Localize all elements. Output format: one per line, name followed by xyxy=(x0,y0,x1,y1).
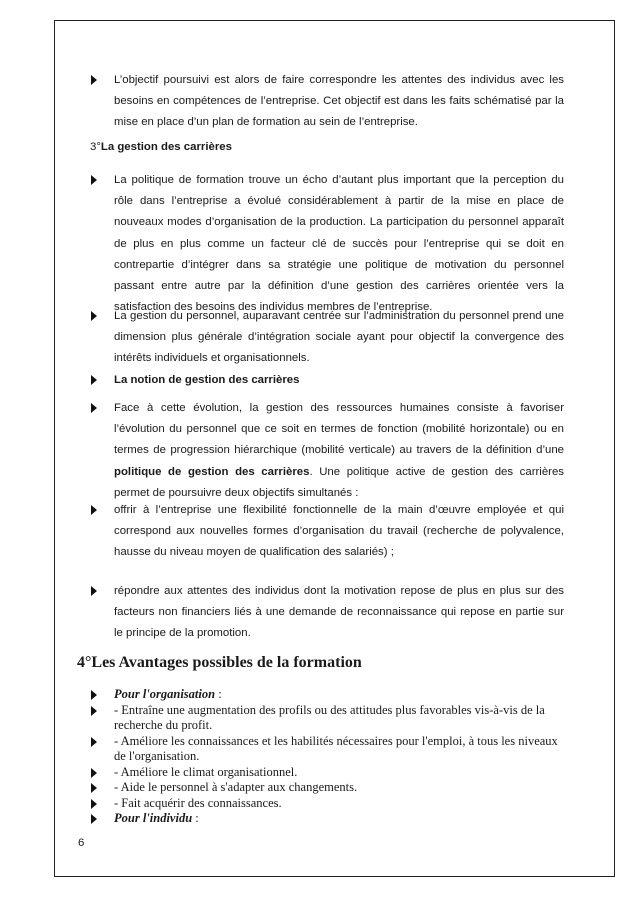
triangle-bullet-icon xyxy=(91,799,97,809)
paragraph-text-part: . Une politique active de gestion des carrières permet de poursuivre deux objectifs simultanés : xyxy=(114,465,564,499)
list-item-emphasis: Pour l'individu xyxy=(114,811,193,825)
section-heading: 4°Les Avantages possibles de la formation xyxy=(77,654,362,671)
triangle-bullet-icon xyxy=(91,783,97,793)
list-item-rest: - Améliore le climat organisationnel. xyxy=(114,765,298,779)
triangle-bullet-icon xyxy=(91,311,97,321)
list-item-rest: - Fait acquérir des connaissances. xyxy=(114,796,282,810)
paragraph-text xyxy=(114,398,564,504)
paragraph-text: L’objectif poursuivi est alors de faire correspondre les attentes des individus avec les besoins en compétences de l’entreprise. Cet objectif est dans les faits schématisé par la mise en place d’un plan de formation au sein de l’entreprise. xyxy=(114,74,564,129)
triangle-bullet-icon xyxy=(91,586,97,596)
page-number: 6 xyxy=(78,837,85,849)
paragraph-text-part: Face à cette évolution, la gestion des ressources humaines consiste à favoriser l’évolution du personnel que ce soit en termes de fonction (mobilité horizontale) ou en termes de progression hiérarchique (mobilité verticale) au travers de la définition d’une xyxy=(114,402,564,457)
section-title: La gestion des carrières xyxy=(100,141,232,153)
triangle-bullet-icon xyxy=(91,175,97,185)
paragraph-text: La politique de formation trouve un écho d’autant plus important que la perception du rôle dans l’entreprise a évolué considérablement à partir de la mise en place de nouveaux modes d’organisation de la production. La participation du personnel apparaît de plus en plus comme un facteur clé de succès pour l’entreprise qui se doit en contrepartie d’intégrer dans sa stratégie une politique de motivation du personnel passant entre autre par la définition d’une gestion des carrières orientée vers la satisfaction des besoins des individus membres de l’entreprise. xyxy=(114,174,564,314)
list-item-text xyxy=(114,796,564,811)
list-item-text xyxy=(114,811,564,826)
list-item-emphasis: Pour l'organisation xyxy=(114,687,216,701)
triangle-bullet-icon xyxy=(91,403,97,413)
triangle-bullet-icon xyxy=(91,375,97,385)
triangle-bullet-icon xyxy=(91,505,97,515)
list-item-rest: : xyxy=(215,687,222,701)
list-item-rest: - Aide le personnel à s'adapter aux changements. xyxy=(114,780,358,794)
triangle-bullet-icon xyxy=(91,690,97,700)
list-item-rest: - Améliore les connaissances et les habilités nécessaires pour l'emploi, à tous les niveaux de l'organisation. xyxy=(114,734,558,763)
paragraph-text: La gestion du personnel, auparavant centrée sur l’administration du personnel prend une dimension plus générale d’intégration sociale ayant pour objectif la convergence des intérêts individuels et organisationnels. xyxy=(114,310,564,365)
paragraph-text: offrir à l’entreprise une flexibilité fonctionnelle de la main d’œuvre employée et qui correspond aux nouvelles formes d’organisation du travail (recherche de polyvalence, hausse du niveau moyen de qualification des salariés) ; xyxy=(114,504,564,559)
list-item-text xyxy=(114,687,564,702)
list-item-text xyxy=(114,703,564,733)
paragraph-text: répondre aux attentes des individus dont la motivation repose de plus en plus sur des facteurs non financiers liés à une demande de reconnaissance qui repose en partie sur le principe de la promotion. xyxy=(114,585,564,640)
triangle-bullet-icon xyxy=(91,75,97,85)
subsection-title: La notion de gestion des carrières xyxy=(114,374,300,386)
emphasis-text: politique de gestion des carrières xyxy=(114,465,310,478)
list-item-text xyxy=(114,780,564,795)
triangle-bullet-icon xyxy=(91,737,97,747)
list-item-rest: : xyxy=(192,811,199,825)
list-item-text xyxy=(114,765,564,780)
triangle-bullet-icon xyxy=(91,768,97,778)
triangle-bullet-icon xyxy=(91,706,97,716)
section-heading xyxy=(90,141,232,153)
list-item-rest: - Entraîne une augmentation des profils ou des attitudes plus favorables vis-à-vis de la recherche du profit. xyxy=(114,703,545,732)
list-item-text xyxy=(114,734,564,764)
section-number: 3° xyxy=(90,141,101,153)
triangle-bullet-icon xyxy=(91,814,97,824)
